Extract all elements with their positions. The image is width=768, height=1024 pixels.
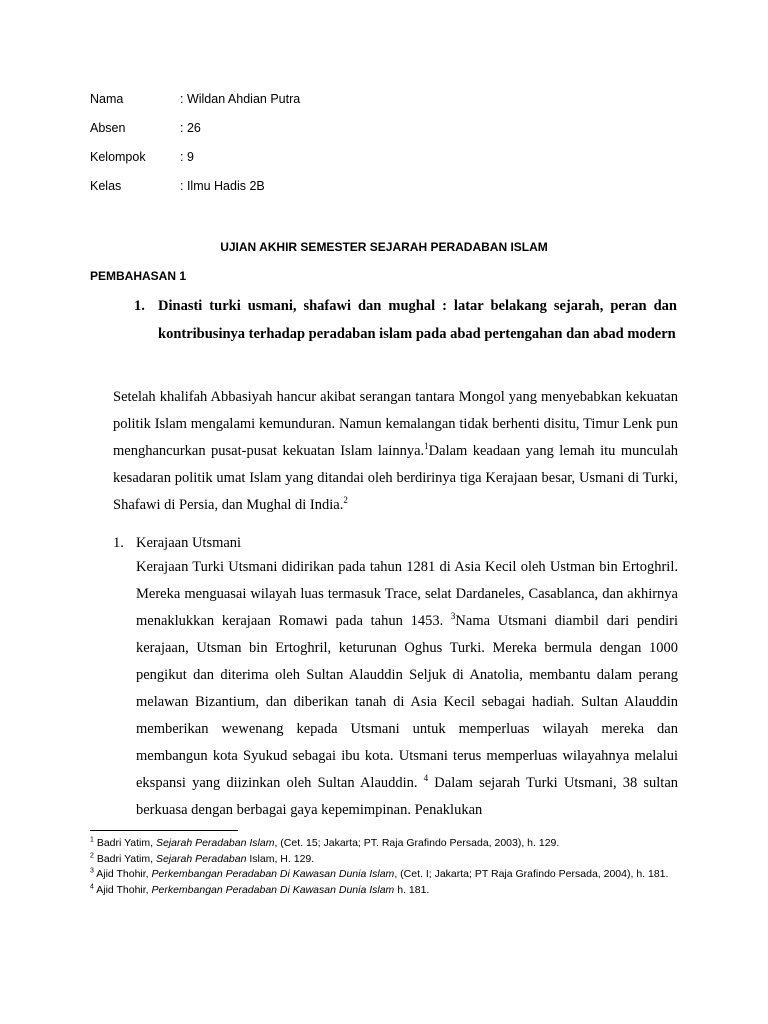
list-item-title: Kerajaan Utsmani xyxy=(136,535,242,551)
footnote-number: 3 xyxy=(90,867,94,875)
footnote-ref-1[interactable]: 1 xyxy=(424,441,429,452)
footnote-separator xyxy=(90,830,238,831)
footnote-text: , (Cet. I; Jakarta; PT Raja Grafindo Persada, 2004), h. 181. xyxy=(394,868,669,880)
identity-value: : Wildan Ahdian Putra xyxy=(180,92,301,106)
footnote-text: Ajid Thohir, xyxy=(93,883,152,896)
footnote-number: 1 xyxy=(90,836,94,844)
footnote-text: Badri Yatim, xyxy=(93,852,156,865)
footnote-text: h. 181. xyxy=(394,883,430,896)
body-text-1: Kerajaan Turki Utsmani didirikan pada tahun 1281 di Asia Kecil oleh Ustman bin Ertoghril. Mereka menguasai wilayah luas termasuk Trace, selat Dardaneles, Casablanca, dan akhirnya menaklukkan kerajaan Romawi pada tahun 1453. xyxy=(136,559,678,629)
topic-number: 1. xyxy=(134,298,145,314)
footnote-ref-4[interactable]: 4 xyxy=(423,773,429,784)
topic-heading xyxy=(116,293,677,348)
identity-row-absen xyxy=(90,121,300,150)
identity-label: Kelompok xyxy=(90,150,146,164)
identity-block xyxy=(90,92,300,208)
identity-value: : 9 xyxy=(180,150,194,164)
document-title: UJIAN AKHIR SEMESTER SEJARAH PERADABAN ISLAM xyxy=(220,240,548,254)
intro-paragraph xyxy=(113,384,678,519)
list-item-number: 1. xyxy=(113,535,124,551)
footnote-1 xyxy=(90,836,675,852)
identity-label: Kelas xyxy=(90,179,122,193)
footnotes xyxy=(90,836,675,898)
footnote-4 xyxy=(90,883,675,899)
identity-value: : Ilmu Hadis 2B xyxy=(180,179,265,193)
footnote-3 xyxy=(90,867,675,883)
footnote-text: Islam, H. 129. xyxy=(246,852,315,865)
identity-row-nama xyxy=(90,92,300,121)
footnote-number: 2 xyxy=(90,852,94,859)
footnote-book-title: Perkembangan Peradaban Di Kawasan Dunia Islam xyxy=(151,868,395,880)
body-text-3: Dalam sejarah Turki Utsmani, 38 sultan berkuasa dengan berbagai gaya kepemimpinan. Penaklukan xyxy=(136,775,678,818)
topic-text: Dinasti turki usmani, shafawi dan mughal : latar belakang sejarah, peran dan kontribusinya terhadap peradaban islam pada abad pertengahan dan abad modern xyxy=(158,298,677,342)
footnote-book-title: Sejarah Peradaban xyxy=(155,852,247,865)
identity-value: : 26 xyxy=(180,121,201,135)
identity-label: Absen xyxy=(90,121,126,135)
identity-label: Nama xyxy=(90,92,124,106)
identity-row-kelompok xyxy=(90,150,300,179)
footnote-ref-3[interactable]: 3 xyxy=(450,611,456,622)
section-heading: PEMBAHASAN 1 xyxy=(90,269,187,283)
identity-row-kelas xyxy=(90,179,300,208)
footnote-text: , (Cet. 15; Jakarta; PT. Raja Grafindo Persada, 2003), h. 129. xyxy=(274,837,560,849)
intro-text-2: Dalam keadaan yang lemah itu munculah kesadaran politik umat Islam yang ditandai oleh berdirinya tiga Kerajaan besar, Usmani di Turki, Shafawi di Persia, dan Mughal di India. xyxy=(113,443,678,513)
footnote-ref-2[interactable]: 2 xyxy=(343,495,348,506)
intro-text-1: Setelah khalifah Abbasiyah hancur akibat serangan tantara Mongol yang menyebabkan kekuatan politik Islam mengalami kemunduran. Namun kemalangan tidak berhenti disitu, Timur Lenk pun menghancurkan pusat-pusat kekuatan Islam lainnya. xyxy=(113,389,678,459)
footnote-text: Ajid Thohir, xyxy=(93,868,152,880)
footnote-number: 4 xyxy=(90,883,94,890)
body-text-2: Nama Utsmani diambil dari pendiri kerajaan, Utsman bin Ertoghril, keturunan Oghus Turki. Mereka bermula dengan 1000 pengikut dan diterima oleh Sultan Alauddin Seljuk di Anatolia, membantu dalam perang melawan Bizantium, dan diberikan tanah di Asia Kecil sebagai hadiah. Sultan Alauddin memberikan wewenang kepada Utsmani untuk memperluas wilayah mereka dan membangun kota Syukud sebagai ibu kota. Utsmani terus memperluas wilayahnya melalui ekspansi yang diizinkan oleh Sultan Alauddin. xyxy=(136,613,678,791)
footnote-book-title: Perkembangan Peradaban Di Kawasan Dunia Islam xyxy=(151,883,395,896)
body-paragraph xyxy=(136,554,678,824)
footnote-2 xyxy=(90,852,675,868)
footnote-book-title: Sejarah Peradaban Islam xyxy=(155,837,275,849)
footnote-text: Badri Yatim, xyxy=(93,837,156,849)
